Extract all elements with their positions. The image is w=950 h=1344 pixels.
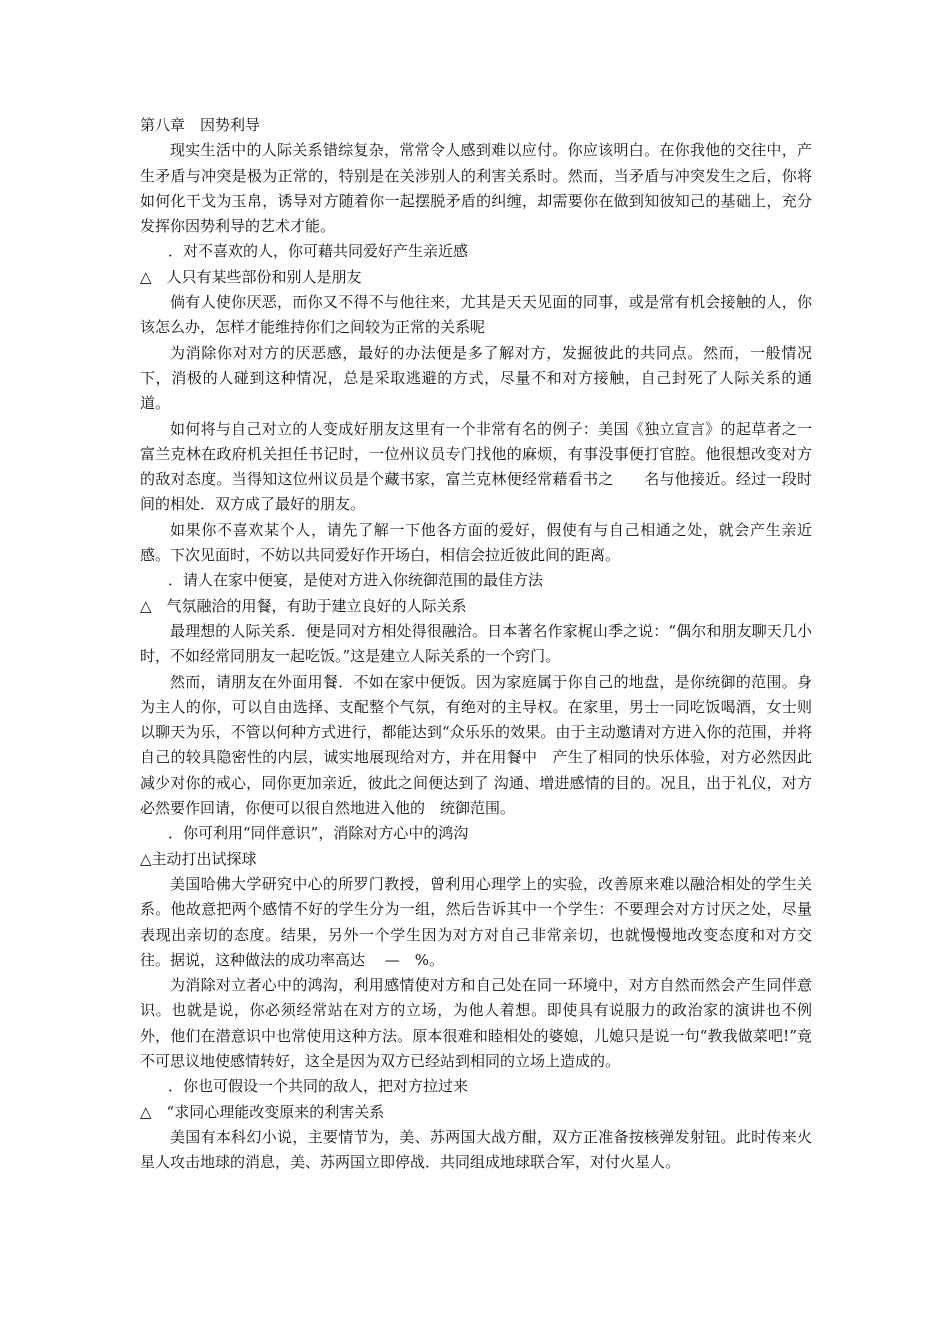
subsection-heading: △主动打出试探球 xyxy=(140,849,257,868)
section-heading: ．请人在家中便宴，是使对方进入你统御范围的最佳方法 xyxy=(168,571,544,590)
paragraph: 如果你不喜欢某个人，请先了解一下他各方面的爱好，假使有与自己相通之处，就会产生亲近感。下次见面时，不妨以共同爱好作开场白，相信会拉近彼此间的距离。 xyxy=(140,520,812,565)
paragraph: 然而，请朋友在外面用餐．不如在家中便饭。因为家庭属于你自己的地盘，是你统御的范围。身为主人的你，可以自由选择、支配整个气氛，有绝对的主导权。在家里，男士一同吃饭喝酒，女士则以聊天为乐，不管以何种方式进行，都能达到“众乐乐的效果。由于主动邀请对方进入你的范围，并将自己的较具隐密性的内层，诚实地展现给对方，并在用餐中 产生了相同的快乐体验，对方必然因此减少对你的戒心，同你更加亲近，彼此之间便达到了 沟通、增进感情的目的。况且，出于礼仪，对方必然要作回请，你便可以很自然地进入他的 统御范围。 xyxy=(140,672,812,818)
paragraph: 现实生活中的人际关系错综复杂，常常令人感到难以应付。你应该明白。在你我他的交往中，产生矛盾与冲突是极为正常的，特别是在关涉别人的利害关系时。然而，当矛盾与冲突发生之后，你将如何化干戈为玉帛，诱导对方随着你一起摆脱矛盾的纠缠，却需要你在做到知彼知己的基础上，充分发挥你因势利导的艺术才能。 xyxy=(140,141,812,236)
paragraph: 美国哈佛大学研究中心的所罗门教授，曾利用心理学上的实验，改善原来难以融洽相处的学生关系。他故意把两个感情不好的学生分为一组，然后告诉其中一个学生：不要理会对方讨厌之处，尽量表现出亲切的态度。结果，另外一个学生因为对方对自己非常亲切，也就慢慢地改变态度和对方交往。据说，这种做法的成功率高达 — %。 xyxy=(140,874,812,969)
paragraph: 最理想的人际关系．便是同对方相处得很融洽。日本著名作家梶山季之说：“偶尔和朋友聊天几小时，不如经常同朋友一起吃饭。”这是建立人际关系的一个窍门。 xyxy=(140,621,812,666)
paragraph: 为消除对立者心中的鸿沟，利用感情使对方和自己处在同一环境中，对方自然而然会产生同伴意识。也就是说，你必须经常站在对方的立场，为他人着想。即使具有说服力的政治家的演讲也不例外，他们在潜意识中也常使用这种方法。原本很难和睦相处的婆媳，儿媳只是说一句“教我做菜吧!”竟不可思议地使感情转好，这全是因为双方已经站到相同的立场上造成的。 xyxy=(140,976,812,1070)
paragraph: 如何将与自己对立的人变成好朋友这里有一个非常有名的例子：美国《独立宣言》的起草者之一富兰克林在政府机关担任书记时，一位州议员专门找他的麻烦，有事没事便打官腔。他很想改变对方的敌对态度。当得知这位州议员是个藏书家，富兰克林便经常藉看书之 名与他接近。经过一段时间的相处．双方成了最好的朋友。 xyxy=(140,419,812,514)
subsection-heading: △ 气氛融洽的用餐，有助于建立良好的人际关系 xyxy=(140,596,467,615)
document-body xyxy=(140,113,812,1175)
paragraph: 倘有人使你厌恶，而你又不得不与他往来，尤其是天天见面的同事，或是常有机会接触的人，你该怎么办，怎样才能维持你们之间较为正常的关系呢 xyxy=(140,293,812,337)
chapter-title: 第八章 因势利导 xyxy=(140,116,261,134)
paragraph: 美国有本科幻小说，主要情节为，美、苏两国大战方酣，双方正准备按核弹发射钮。此时传来火星人攻击地球的消息，美、苏两国立即停战．共同组成地球联合军，对付火星人。 xyxy=(140,1127,812,1172)
section-heading: ．对不喜欢的人，你可藉共同爱好产生亲近感 xyxy=(168,242,469,261)
section-heading: ．你可利用“同伴意识”，消除对方心中的鸿沟 xyxy=(168,824,469,843)
subsection-heading: △ “求同心理能改变原来的利害关系 xyxy=(140,1102,385,1121)
paragraph: 为消除你对对方的厌恶感，最好的办法便是多了解对方，发掘彼此的共同点。然而，一般情况下，消极的人碰到这种情况，总是采取逃避的方式，尽量不和对方接触，自己封死了人际关系的通道。 xyxy=(140,343,812,413)
document-content xyxy=(140,138,812,1175)
section-heading: ．你也可假设一个共同的敌人，把对方拉过来 xyxy=(168,1077,469,1096)
subsection-heading: △ 人只有某些部份和别人是朋友 xyxy=(140,267,362,286)
